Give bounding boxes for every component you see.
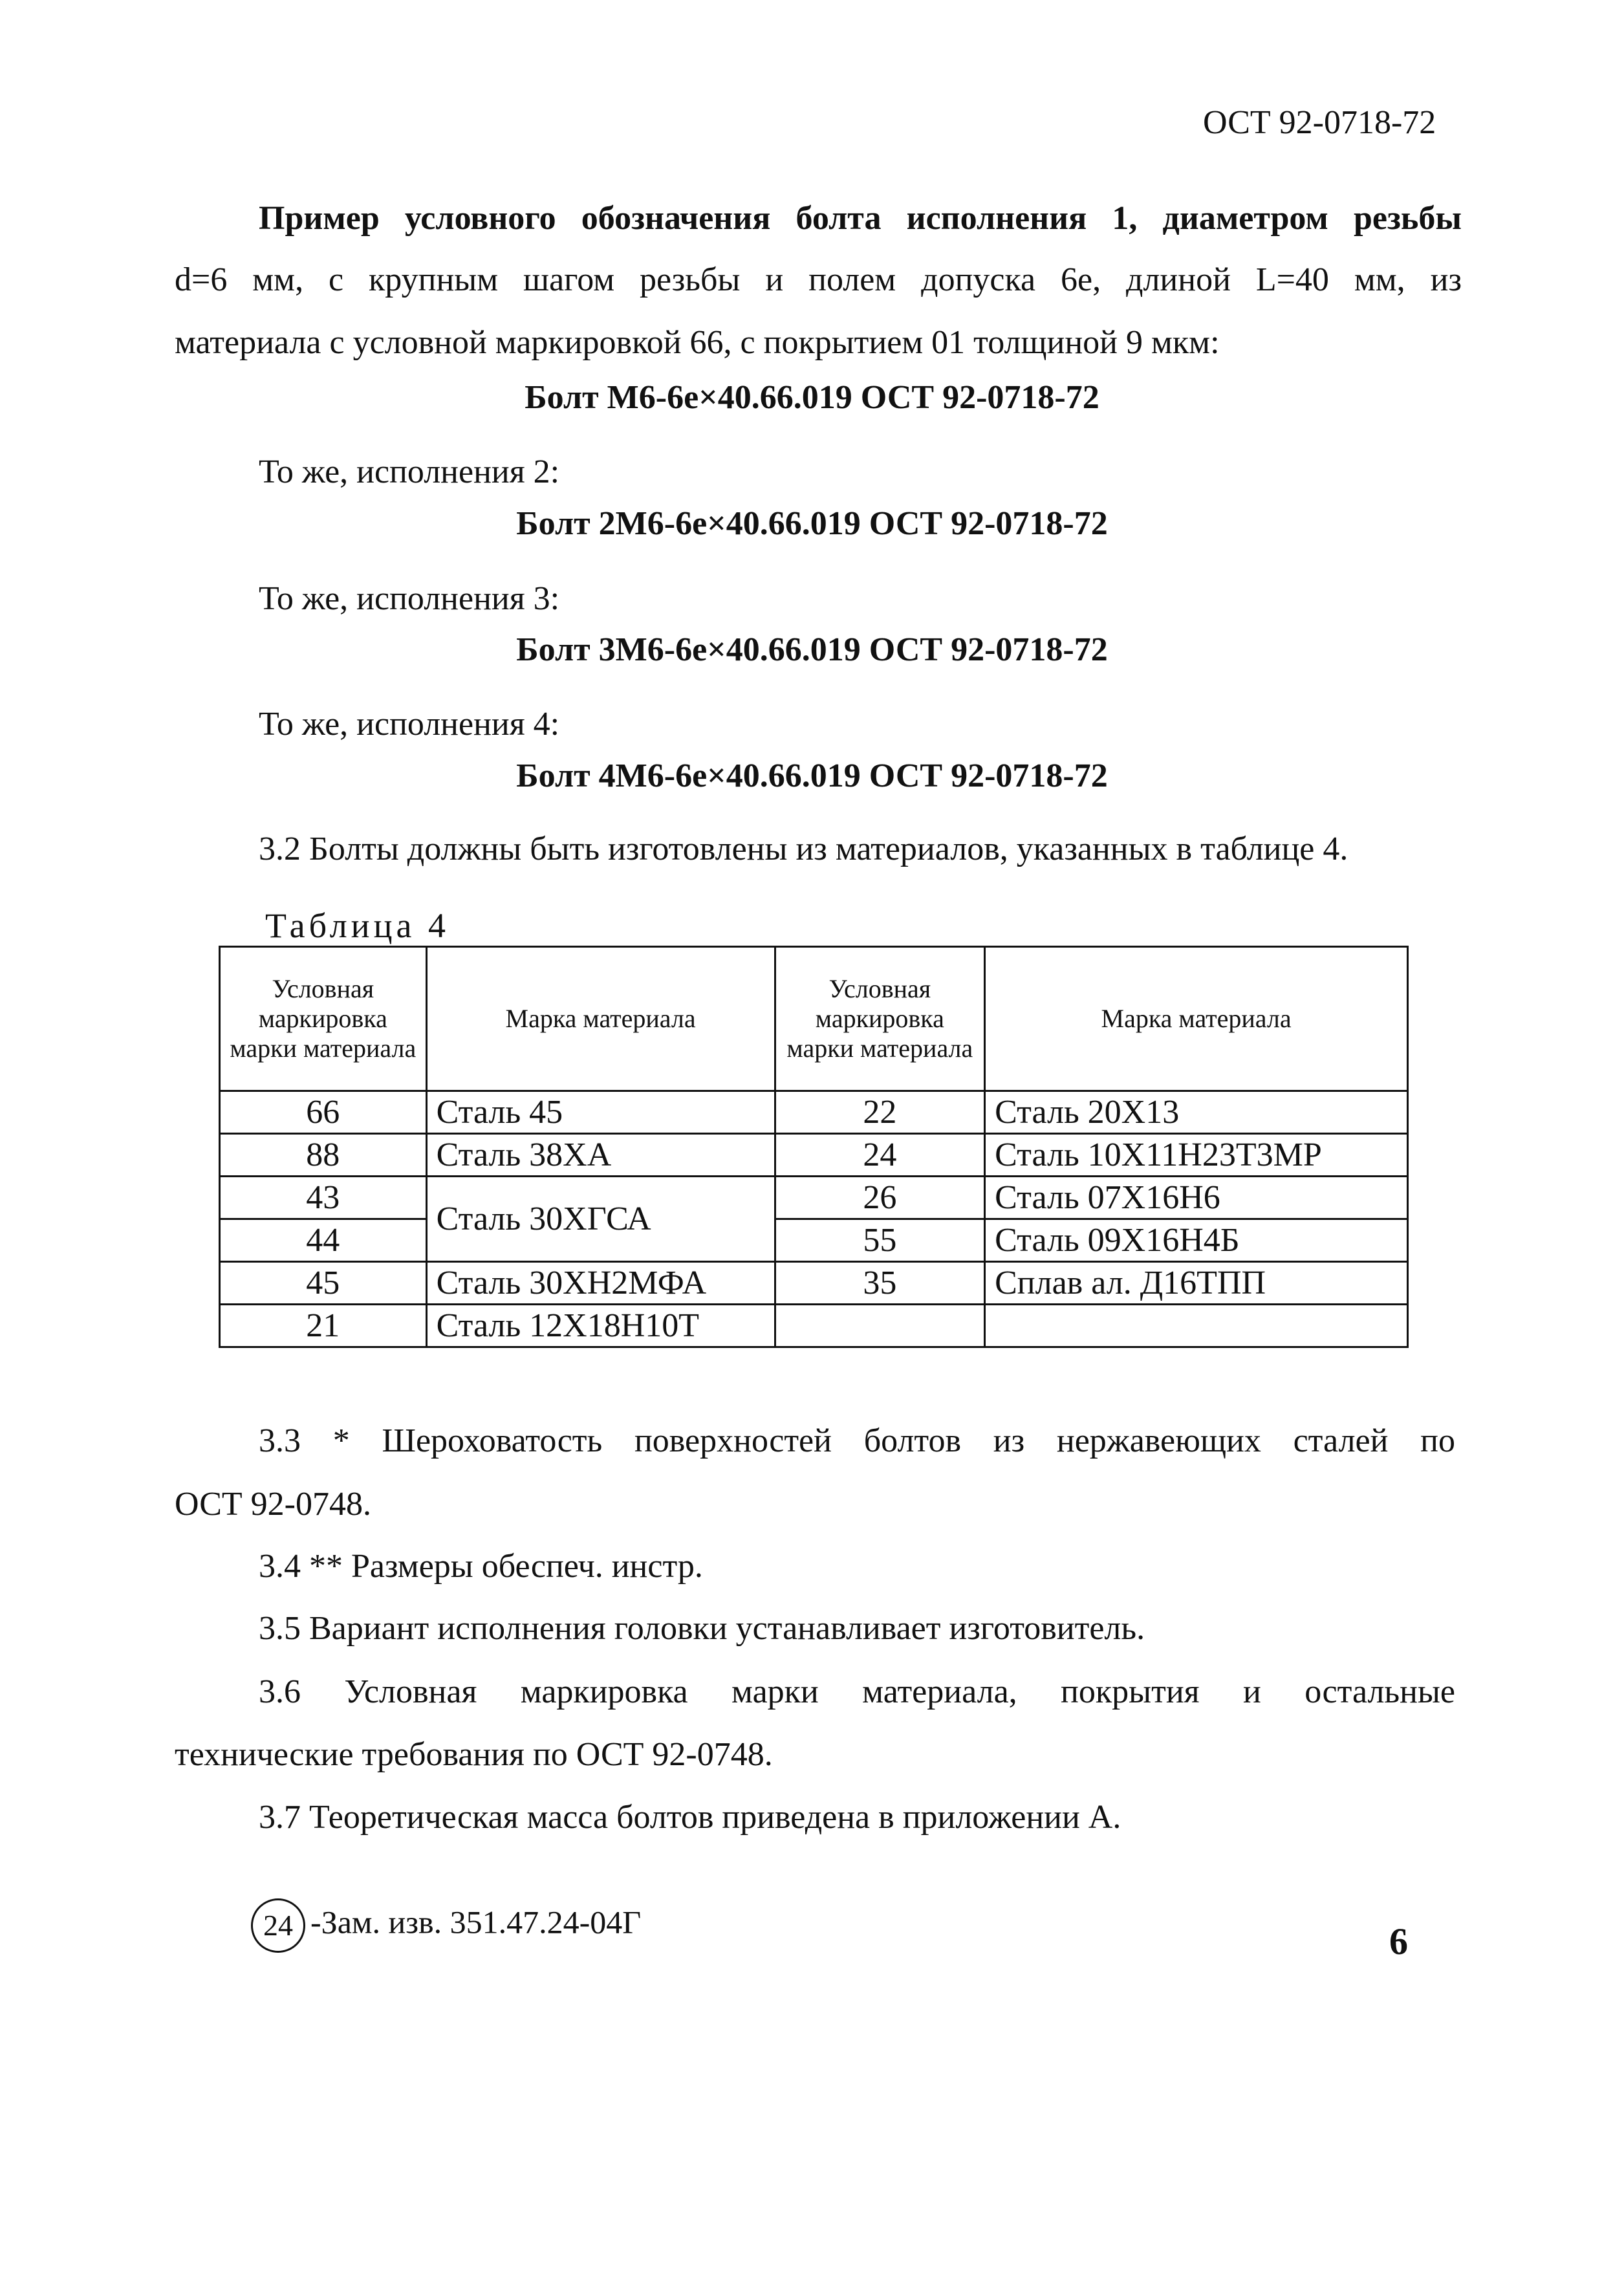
table-row bbox=[220, 1305, 1408, 1347]
code-cell: 88 bbox=[220, 1134, 427, 1177]
change-number-circle: 24 bbox=[251, 1898, 305, 1953]
example-line-1: Пример условного обозначения болта исполнения 1, диаметром резьбы bbox=[259, 200, 1462, 237]
example-line-3: материала с условной маркировкой 66, с покрытием 01 толщиной 9 мкм: bbox=[175, 324, 1220, 361]
page-number: 6 bbox=[1389, 1920, 1408, 1962]
clause-3-5: 3.5 Вариант исполнения головки устанавливает изготовитель. bbox=[259, 1610, 1145, 1647]
table-header-row bbox=[220, 947, 1408, 1091]
document-code: ОСТ 92-0718-72 bbox=[1203, 104, 1436, 141]
code-cell: 43 bbox=[220, 1177, 427, 1219]
table-row bbox=[220, 1219, 1408, 1262]
code-cell: 21 bbox=[220, 1305, 427, 1347]
clause-3-6-line-2: технические требования по ОСТ 92-0748. bbox=[175, 1736, 773, 1773]
material-cell: Сталь 20Х13 bbox=[985, 1091, 1408, 1134]
materials-table bbox=[219, 946, 1409, 1348]
designation-3: Болт 3М6-6е×40.66.019 ОСТ 92-0718-72 bbox=[516, 631, 1108, 668]
designation-1: Болт М6-6е×40.66.019 ОСТ 92-0718-72 bbox=[525, 379, 1099, 416]
header-code-left: Условная маркировка марки материала bbox=[220, 947, 427, 1091]
same-execution-4: То же, исполнения 4: bbox=[259, 706, 560, 743]
table-row bbox=[220, 1262, 1408, 1305]
material-cell: Сталь 12Х18Н10Т bbox=[426, 1305, 775, 1347]
clause-3-7: 3.7 Теоретическая масса болтов приведена в приложении А. bbox=[259, 1799, 1121, 1836]
code-cell: 66 bbox=[220, 1091, 427, 1134]
code-cell: 45 bbox=[220, 1262, 427, 1305]
same-execution-3: То же, исполнения 3: bbox=[259, 580, 560, 617]
clause-3-3-line-1: 3.3 * Шероховатость поверхностей болтов из нержавеющих сталей по bbox=[259, 1422, 1455, 1459]
code-cell: 24 bbox=[775, 1134, 985, 1177]
material-cell: Сталь 10Х11Н23Т3МР bbox=[985, 1134, 1408, 1177]
code-cell: 26 bbox=[775, 1177, 985, 1219]
material-cell: Сталь 07Х16Н6 bbox=[985, 1177, 1408, 1219]
code-cell: 35 bbox=[775, 1262, 985, 1305]
clause-3-3-line-2: ОСТ 92-0748. bbox=[175, 1486, 371, 1523]
code-cell: 55 bbox=[775, 1219, 985, 1262]
material-cell-merged: Сталь 30ХГСА bbox=[426, 1177, 775, 1262]
code-cell: 44 bbox=[220, 1219, 427, 1262]
material-cell: Сталь 30ХН2МФА bbox=[426, 1262, 775, 1305]
header-code-right: Условная маркировка марки материала bbox=[775, 947, 985, 1091]
change-notice-text: -Зам. изв. 351.47.24-04Г bbox=[310, 1904, 642, 1940]
example-line-2: d=6 мм, с крупным шагом резьбы и полем допуска 6е, длиной L=40 мм, из bbox=[175, 261, 1462, 298]
code-cell bbox=[775, 1305, 985, 1347]
material-cell: Сталь 45 bbox=[426, 1091, 775, 1134]
table-row bbox=[220, 1134, 1408, 1177]
table-row bbox=[220, 1177, 1408, 1219]
material-cell: Сталь 38ХА bbox=[426, 1134, 775, 1177]
clause-3-2: 3.2 Болты должны быть изготовлены из материалов, указанных в таблице 4. bbox=[259, 831, 1348, 867]
same-execution-2: То же, исполнения 2: bbox=[259, 453, 560, 490]
designation-4: Болт 4М6-6е×40.66.019 ОСТ 92-0718-72 bbox=[516, 757, 1108, 794]
designation-2: Болт 2М6-6е×40.66.019 ОСТ 92-0718-72 bbox=[516, 505, 1108, 542]
table-caption: Таблица 4 bbox=[265, 906, 449, 945]
change-notice bbox=[251, 1898, 641, 1953]
material-cell: Сталь 09Х16Н4Б bbox=[985, 1219, 1408, 1262]
clause-3-6-line-1: 3.6 Условная маркировка марки материала, покрытия и остальные bbox=[259, 1673, 1455, 1710]
material-cell: Сплав ал. Д16ТПП bbox=[985, 1262, 1408, 1305]
header-material-right: Марка материала bbox=[985, 947, 1408, 1091]
header-material-left: Марка материала bbox=[426, 947, 775, 1091]
table-row bbox=[220, 1091, 1408, 1134]
code-cell: 22 bbox=[775, 1091, 985, 1134]
material-cell bbox=[985, 1305, 1408, 1347]
clause-3-4: 3.4 ** Размеры обеспеч. инстр. bbox=[259, 1548, 703, 1585]
